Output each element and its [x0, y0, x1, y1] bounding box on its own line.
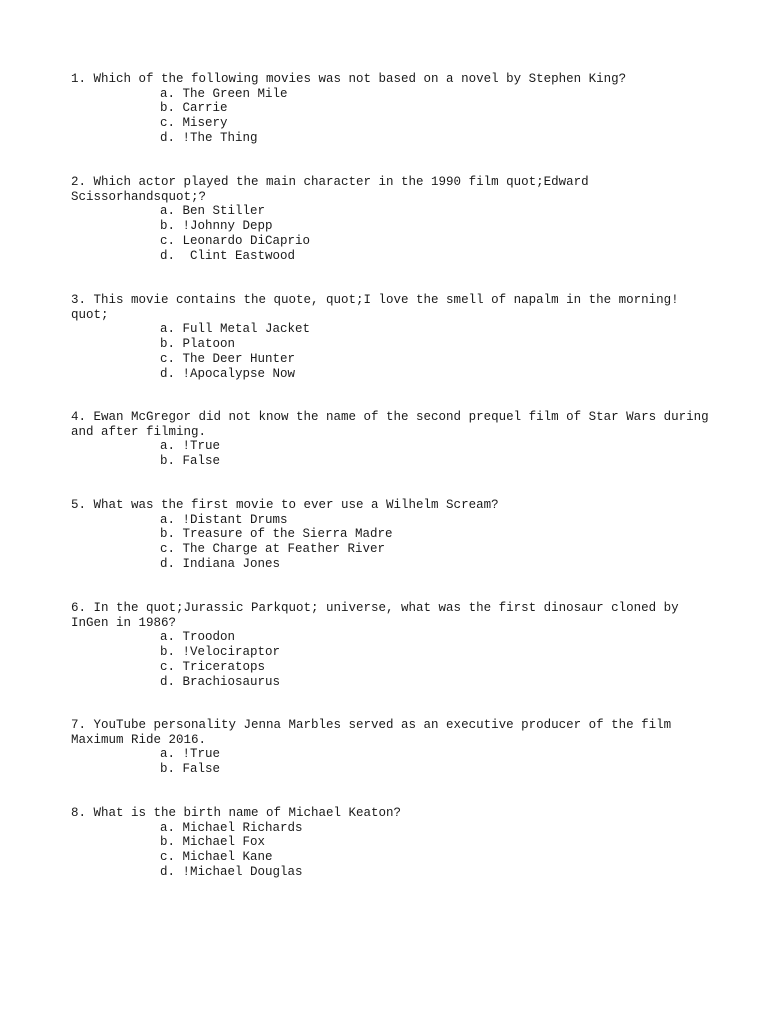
answer-option: a. Troodon	[160, 630, 236, 645]
question-1	[71, 72, 711, 146]
question-3	[71, 293, 711, 381]
question-text: 6. In the quot;Jurassic Parkquot; universe, what was the first dinosaur cloned by InGen in 1986?	[71, 601, 687, 630]
answer-option: c. Misery	[160, 116, 228, 131]
question-2	[71, 175, 711, 263]
question-4	[71, 410, 717, 469]
answer-option: a. Ben Stiller	[160, 204, 266, 219]
question-text: 3. This movie contains the quote, quot;I love the smell of napalm in the morning! quot;	[71, 293, 687, 322]
answer-option: c. The Charge at Feather River	[160, 542, 386, 557]
answer-option: b. Platoon	[160, 337, 236, 352]
question-text: 2. Which actor played the main character in the 1990 film quot;Edward Scissorhandsquot;?	[71, 175, 597, 204]
question-text: 5. What was the first movie to ever use a Wilhelm Scream?	[71, 498, 499, 512]
answer-option: a. !True	[160, 439, 221, 454]
answer-option: b. Treasure of the Sierra Madre	[160, 527, 393, 542]
question-5	[71, 498, 711, 572]
answer-option: a. !Distant Drums	[160, 512, 288, 527]
answer-option: c. The Deer Hunter	[160, 351, 296, 366]
answer-option: b. Michael Fox	[160, 835, 266, 850]
answer-option: b. !Velociraptor	[160, 645, 281, 660]
answer-option: d. Indiana Jones	[160, 556, 281, 571]
answer-option: b. Carrie	[160, 101, 228, 116]
answer-option: a. The Green Mile	[160, 86, 288, 101]
answer-option: d. Brachiosaurus	[160, 674, 281, 689]
question-text: 7. YouTube personality Jenna Marbles served as an executive producer of the film Maximum Ride 2016.	[71, 718, 679, 747]
answer-option: c. Leonardo DiCaprio	[160, 233, 311, 248]
question-8	[71, 806, 711, 880]
answer-option: b. !Johnny Depp	[160, 219, 273, 234]
question-7	[71, 718, 711, 777]
answer-option: b. False	[160, 454, 221, 469]
question-6	[71, 601, 711, 689]
answer-option: d. !Michael Douglas	[160, 864, 303, 879]
question-text: 8. What is the birth name of Michael Keaton?	[71, 806, 402, 820]
answer-option: d. Clint Eastwood	[160, 248, 296, 263]
answer-option: c. Triceratops	[160, 659, 266, 674]
answer-option: a. Full Metal Jacket	[160, 322, 311, 337]
answer-option: a. Michael Richards	[160, 820, 303, 835]
answer-option: d. !The Thing	[160, 130, 258, 145]
answer-option: b. False	[160, 762, 221, 777]
answer-option: a. !True	[160, 747, 221, 762]
answer-option: d. !Apocalypse Now	[160, 366, 296, 381]
question-text: 1. Which of the following movies was not based on a novel by Stephen King?	[71, 72, 627, 86]
question-text: 4. Ewan McGregor did not know the name of the second prequel film of Star Wars during and after filming.	[71, 410, 717, 439]
answer-option: c. Michael Kane	[160, 850, 273, 865]
